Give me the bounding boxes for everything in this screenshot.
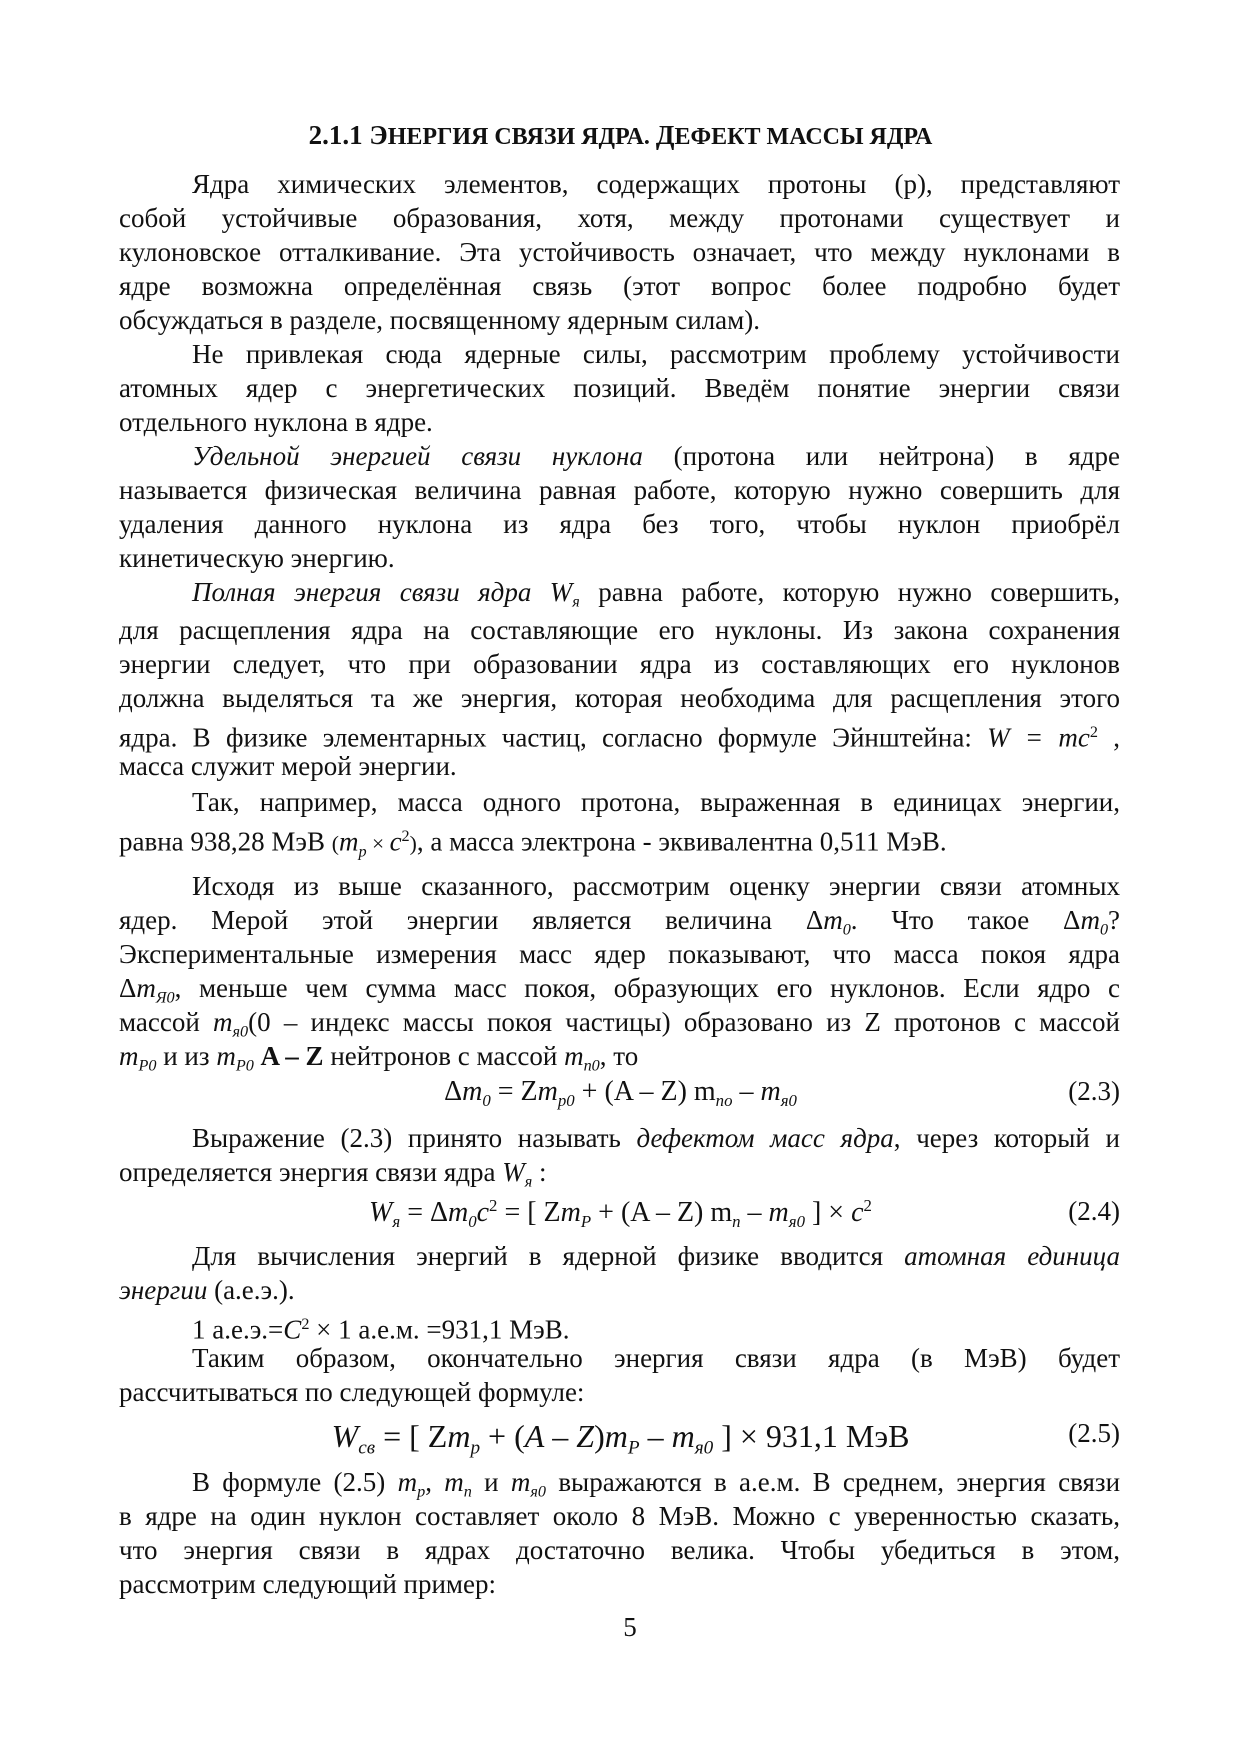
equation-body <box>444 1076 797 1110</box>
subscript: P0 <box>235 1056 254 1075</box>
equation-number: (2.5) <box>1068 1418 1120 1448</box>
text-line <box>119 820 1120 867</box>
text-line <box>119 716 1120 754</box>
subscript: p0 <box>557 1090 575 1110</box>
text-segment: обсуждаться в разделе, посвященному ядерным силам). <box>119 305 760 335</box>
text-segment: , через который и <box>893 1123 1120 1153</box>
text-line <box>119 406 1120 438</box>
equation-body <box>331 1418 910 1459</box>
subscript: я0 <box>788 1211 805 1231</box>
text-segment: m <box>338 826 359 857</box>
text-segment: нейтронов с массой <box>323 1041 565 1071</box>
text-segment: A <box>524 1418 545 1454</box>
text-line <box>119 614 1120 646</box>
text-segment: и <box>471 1467 511 1497</box>
subscript: я0 <box>232 1022 249 1041</box>
text-line <box>192 440 1120 472</box>
text-segment: выражаются в а.е.м. В среднем, энергия связи <box>546 1467 1121 1497</box>
text-segment: m <box>760 1076 781 1107</box>
text-segment: + (A – Z) m <box>591 1197 733 1229</box>
text-line <box>119 938 1120 970</box>
text-segment: m <box>1080 905 1100 935</box>
superscript: 2 <box>1089 723 1098 741</box>
text-line <box>192 1240 1120 1272</box>
text-segment: кулоновское отталкивание. Эта устойчивость означает, что между нуклонами в <box>119 237 1120 267</box>
text-segment: = [ Z <box>497 1197 561 1229</box>
text-segment: Таким образом, окончательно энергия связи ядра (в МэВ) будет <box>192 1343 1120 1373</box>
text-segment: – <box>732 1076 761 1107</box>
text-segment: определяется энергия связи ядра <box>119 1157 503 1187</box>
text-segment: ядра. В физике элементарных частиц, согласно формуле Эйнштейна: <box>119 722 988 753</box>
text-segment: W <box>331 1418 359 1454</box>
text-line <box>119 648 1120 680</box>
subscript: n <box>463 1482 472 1501</box>
text-segment: × 1 а.е.м. =931,1 МэВ. <box>309 1314 570 1345</box>
text-segment: ? <box>1108 905 1121 935</box>
text-segment: равна работе, которую нужно совершить, <box>579 577 1120 607</box>
text-segment: , <box>425 1467 445 1497</box>
text-line <box>192 338 1120 370</box>
text-segment: m <box>768 1197 789 1229</box>
text-segment: + (A – Z) m <box>574 1076 716 1107</box>
text-segment: Исходя из выше сказанного, рассмотрим оценку энергии связи атомных <box>192 871 1120 901</box>
text-segment: , меньше чем сумма масс покоя, образующих его нуклонов. Если ядро с <box>174 973 1120 1003</box>
text-segment: Ядра химических элементов, содержащих протоны (p), представляют <box>192 169 1120 199</box>
subscript: 0 <box>1099 920 1109 939</box>
text-segment: m <box>216 1041 236 1071</box>
text-segment: масса служит мерой энергии. <box>119 751 457 781</box>
text-segment: = Z <box>490 1076 538 1107</box>
text-segment: Δ <box>444 1076 463 1107</box>
text-segment: Выражение (2.3) принято называть <box>192 1123 637 1153</box>
text-line <box>192 1342 1120 1374</box>
text-segment: для расщепления ядра на составляющие его нуклоны. Из закона сохранения <box>119 615 1120 645</box>
text-segment: A – Z <box>260 1041 324 1071</box>
text-segment: энергии следует, что при образовании ядра из составляющих его нуклонов <box>119 649 1120 679</box>
subscript: n0 <box>583 1056 600 1075</box>
equation-number: (2.4) <box>1068 1196 1120 1226</box>
text-line <box>119 1376 1120 1408</box>
subscript: p <box>358 842 367 861</box>
subscript: Я0 <box>155 988 175 1007</box>
text-segment: рассчитываться по следующей формуле: <box>119 1377 585 1407</box>
subscript: я0 <box>780 1090 797 1110</box>
subscript: P <box>580 1211 592 1231</box>
text-segment: Полная энергия связи ядра <box>192 577 550 607</box>
subscript: 0 <box>842 920 851 939</box>
text-segment: m <box>560 1197 581 1229</box>
text-line <box>119 750 1120 782</box>
text-segment: , то <box>599 1041 639 1071</box>
text-segment: m <box>444 1467 464 1497</box>
text-line <box>119 304 1120 336</box>
text-segment: Экспериментальные измерения масс ядер показывают, что масса покоя ядра <box>119 939 1120 969</box>
text-segment: m <box>510 1467 531 1497</box>
text-line <box>119 270 1120 302</box>
subscript: я <box>524 1172 533 1191</box>
subscript: я <box>572 592 580 611</box>
text-segment: m <box>447 1197 469 1229</box>
subscript: p <box>470 1437 481 1459</box>
text-segment: и из <box>156 1041 217 1071</box>
text-segment <box>254 1041 261 1071</box>
text-segment: c <box>851 1197 864 1229</box>
text-segment: c <box>476 1197 490 1229</box>
text-segment: m <box>564 1041 584 1071</box>
subscript: 0 <box>468 1211 477 1231</box>
superscript: 2 <box>863 1196 872 1215</box>
text-line <box>119 542 1120 574</box>
text-segment: × <box>366 831 390 856</box>
subscript: 0 <box>482 1090 491 1110</box>
equation <box>0 1418 1241 1460</box>
text-segment: m <box>823 905 843 935</box>
superscript: 2 <box>301 1315 310 1333</box>
text-segment: дефектом масс ядра <box>636 1123 894 1153</box>
text-segment: Удельной энергией связи нуклона <box>192 441 643 471</box>
section-title: 2.1.1 ЭНЕРГИЯ СВЯЗИ ЯДРА. ДЕФЕКТ МАССЫ ЯДРА <box>308 120 933 150</box>
text-line <box>119 372 1120 404</box>
text-segment: – <box>639 1418 672 1454</box>
subscript: я0 <box>530 1482 547 1501</box>
page-number: 5 <box>623 1612 637 1642</box>
text-segment: – <box>544 1418 577 1454</box>
text-line <box>119 1500 1120 1532</box>
text-line <box>119 474 1120 506</box>
text-line <box>192 1122 1120 1154</box>
text-segment: В формуле (2.5) <box>192 1467 398 1497</box>
text-segment: (0 – индекс массы покоя частицы) образовано из Z протонов с массой <box>248 1007 1120 1037</box>
text-segment: m <box>537 1076 558 1107</box>
subscript: p <box>417 1482 426 1501</box>
text-segment: m <box>604 1418 628 1454</box>
text-segment: , а масса электрона - эквивалентна 0,511 МэВ. <box>416 826 947 857</box>
text-segment: m <box>462 1076 483 1107</box>
text-segment: Δ <box>119 973 137 1003</box>
text-line <box>119 1156 1120 1198</box>
text-segment: отдельного нуклона в ядре. <box>119 407 433 437</box>
text-line <box>119 508 1120 540</box>
subscript: я0 <box>694 1437 714 1459</box>
equation <box>0 1076 1241 1111</box>
subscript: P0 <box>138 1056 157 1075</box>
text-line <box>119 1274 1120 1306</box>
text-segment: m <box>119 1041 139 1071</box>
text-segment: m <box>447 1418 471 1454</box>
text-segment: m <box>136 973 156 1003</box>
text-segment: ядер. Мерой этой энергии является величина Δ <box>119 905 824 935</box>
text-segment: W <box>369 1197 393 1229</box>
text-segment: = Δ <box>400 1197 448 1229</box>
text-line <box>192 576 1120 618</box>
subscript: no <box>715 1090 733 1110</box>
text-segment: собой устойчивые образования, хотя, между протонами существует и <box>119 203 1120 233</box>
text-segment: = [ Z <box>375 1418 448 1454</box>
text-segment: Так, например, масса одного протона, выраженная в единицах энергии, <box>192 787 1120 817</box>
equation <box>0 1196 1241 1232</box>
text-line <box>119 202 1120 234</box>
text-segment: : <box>532 1157 547 1187</box>
text-segment: (а.е.э.). <box>207 1275 295 1305</box>
text-line <box>192 168 1120 200</box>
subscript: св <box>358 1437 376 1459</box>
text-segment: m <box>213 1007 233 1037</box>
text-segment: W <box>549 577 573 607</box>
text-segment: – <box>740 1197 769 1229</box>
text-segment: массой <box>119 1007 213 1037</box>
text-segment: m <box>397 1467 418 1497</box>
text-segment: ] × 931,1 МэВ <box>713 1418 910 1454</box>
superscript: 2 <box>489 1196 498 1215</box>
text-line <box>192 870 1120 902</box>
text-segment: c <box>389 826 402 857</box>
text-line <box>119 1568 1120 1600</box>
text-segment: рассмотрим следующий пример: <box>119 1569 496 1599</box>
text-segment: + ( <box>480 1418 525 1454</box>
text-segment: кинетическую энергию. <box>119 543 395 573</box>
equation-number: (2.3) <box>1068 1076 1120 1106</box>
text-segment: атомных ядер с энергетических позиций. Введём понятие энергии связи <box>119 373 1120 403</box>
text-segment: , <box>1097 722 1120 753</box>
text-line <box>119 1534 1120 1566</box>
text-segment: ) <box>409 831 417 856</box>
text-line <box>119 236 1120 268</box>
text-segment: C <box>283 1314 302 1345</box>
text-segment: ядре возможна определённая связь (этот вопрос более подробно будет <box>119 271 1120 301</box>
subscript: P <box>627 1437 640 1459</box>
text-segment: 1 а.е.э.= <box>192 1314 284 1345</box>
text-segment: ] × <box>804 1197 852 1229</box>
text-segment: m <box>671 1418 695 1454</box>
text-segment: ( <box>331 831 339 856</box>
text-segment: называется физическая величина равная работе, которую нужно совершить для <box>119 475 1120 505</box>
text-segment: Для вычисления энергий в ядерной физике вводится <box>192 1241 905 1271</box>
text-segment: W <box>502 1157 525 1187</box>
text-segment: . Что такое Δ <box>850 905 1081 935</box>
superscript: 2 <box>401 827 410 845</box>
text-line <box>192 786 1120 818</box>
text-segment: (протона или нейтрона) в ядре <box>642 441 1120 471</box>
text-segment: Не привлекая сюда ядерные силы, рассмотрим проблему устойчивости <box>192 339 1120 369</box>
text-segment: Z <box>576 1418 595 1454</box>
subscript: я <box>392 1211 401 1231</box>
text-segment: энергии <box>119 1275 208 1305</box>
text-segment: удаления данного нуклона из ядра без того, чтобы нуклон приобрёл <box>119 509 1120 539</box>
text-segment: атомная единица <box>904 1241 1120 1271</box>
text-line <box>119 682 1120 714</box>
text-line <box>192 1308 1120 1346</box>
subscript: n <box>732 1211 741 1231</box>
text-segment: ) <box>594 1418 605 1454</box>
text-segment: что энергия связи в ядрах достаточно велика. Чтобы убедиться в этом, <box>119 1535 1120 1565</box>
text-segment: W = mc <box>987 722 1090 753</box>
equation-body <box>369 1196 872 1231</box>
text-segment: должна выделяться та же энергия, которая необходима для расщепления этого <box>119 683 1120 713</box>
text-segment: равна 938,28 МэВ <box>119 826 332 857</box>
text-segment: в ядре на один нуклон составляет около 8 МэВ. Можно с уверенностью сказать, <box>119 1501 1120 1531</box>
